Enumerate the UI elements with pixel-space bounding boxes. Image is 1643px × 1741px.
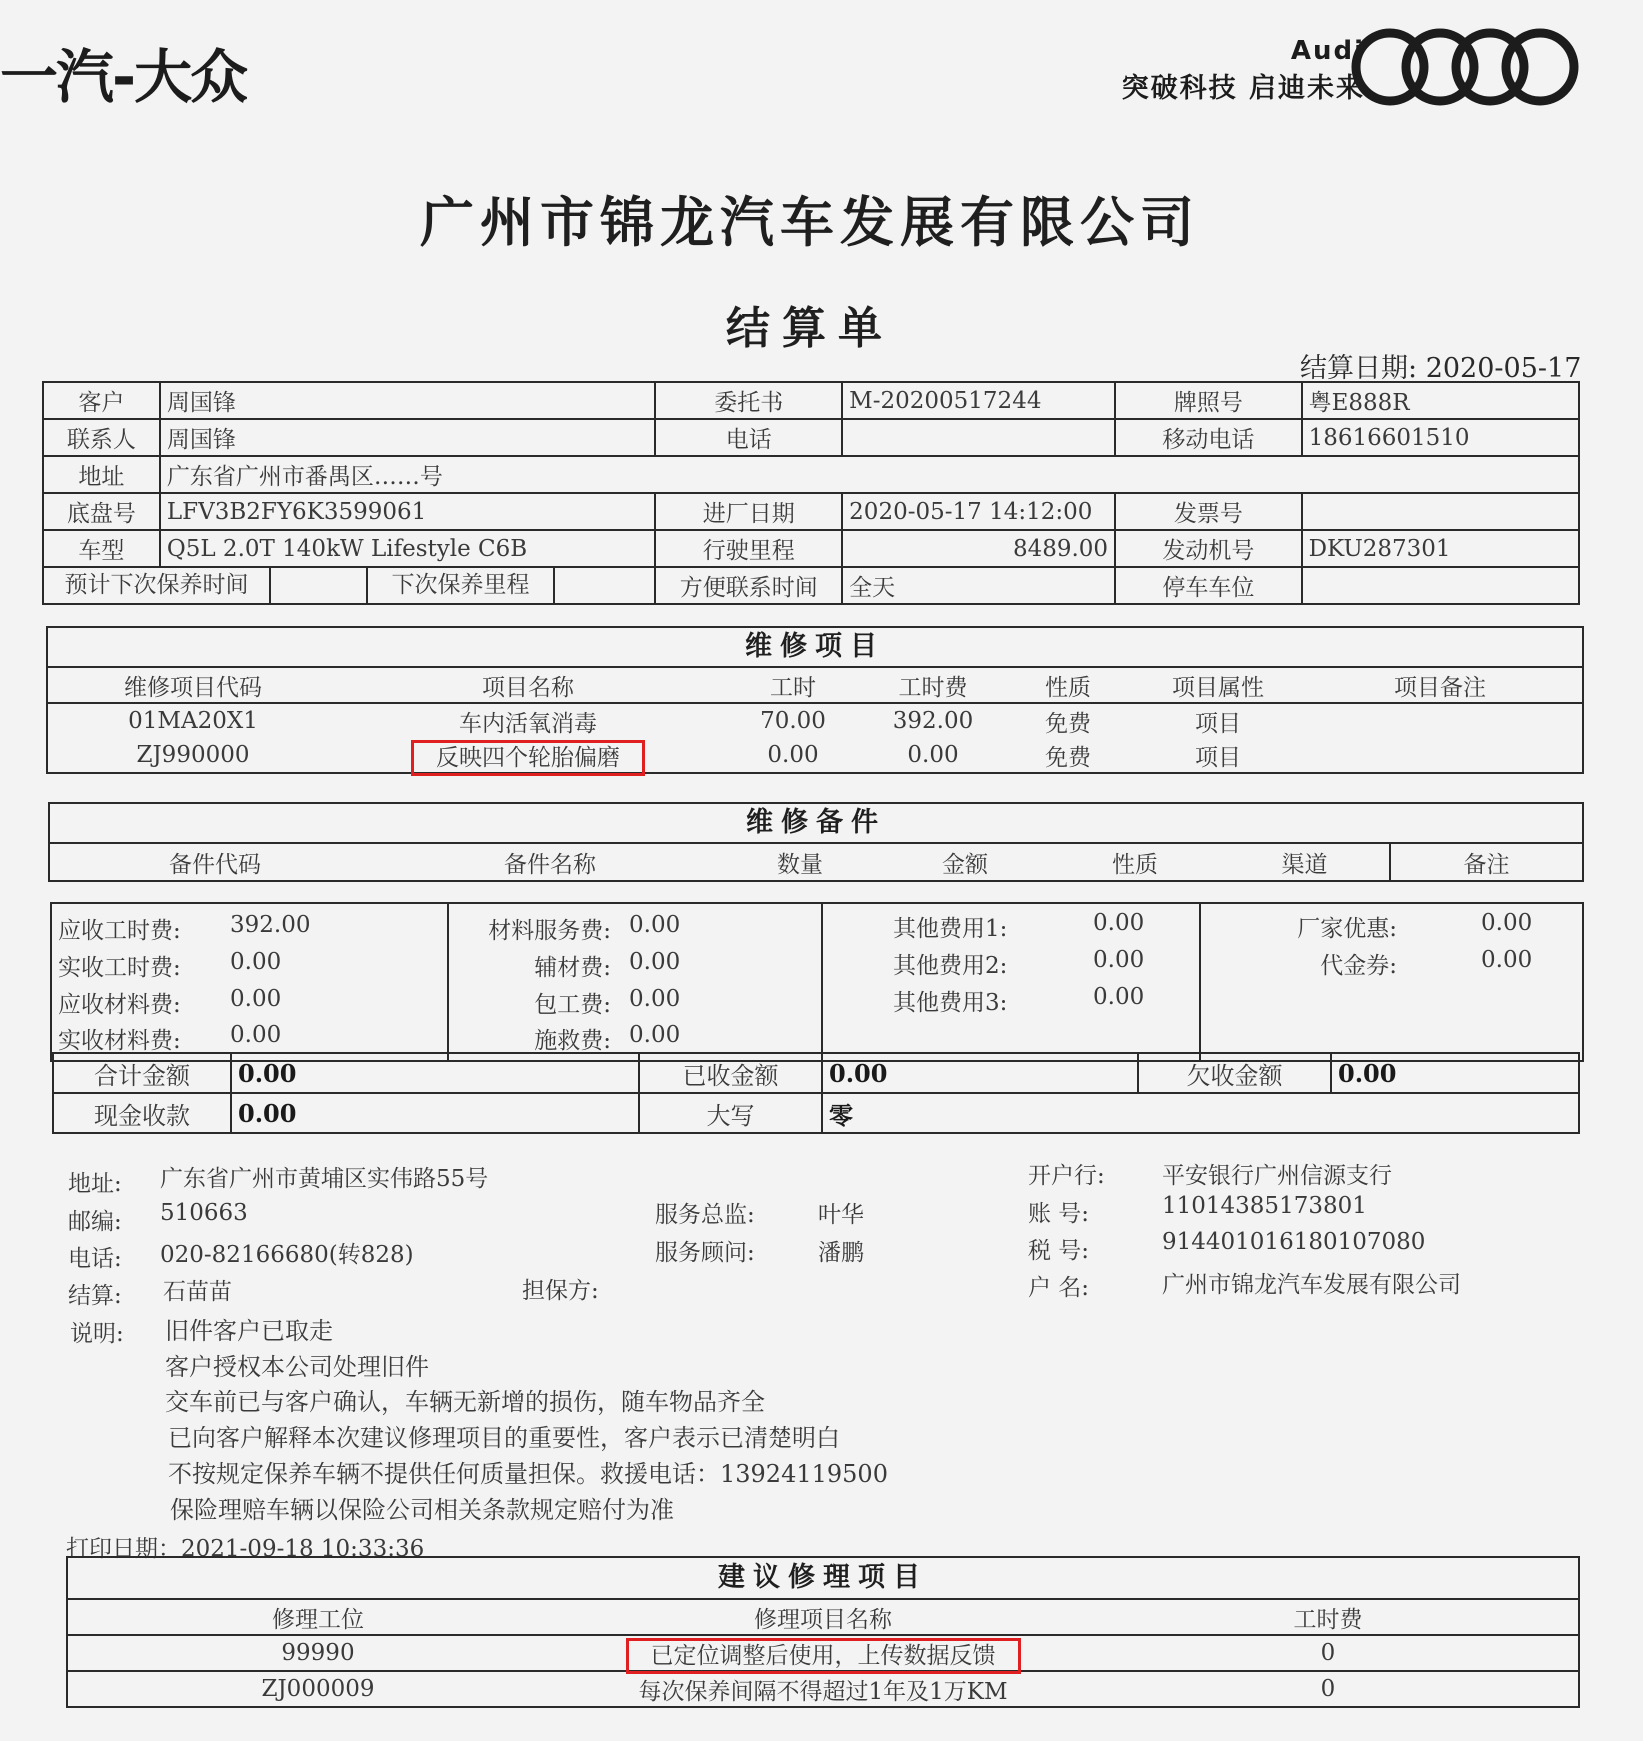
table-row (68, 1671, 1578, 1706)
print-date: 打印日期：2021-09-18 10:33:36 (66, 1536, 425, 1562)
total-label: 合计金额 (53, 1053, 231, 1093)
fee-value: 0.00 (1093, 910, 1145, 936)
mileage-value: 8489.00 (842, 530, 1115, 567)
fee-value: 0.00 (1481, 910, 1533, 936)
repair-name: 车内活氧消毒 (459, 710, 597, 737)
fee-item (58, 986, 282, 1019)
parts-header: 性质 (1050, 843, 1220, 880)
repair-fee: 0.00 (907, 742, 959, 768)
bank-label: 开户行: (1028, 1163, 1105, 1189)
address-value: 广东省广州市番禺区……号 (160, 456, 1579, 493)
settle-date-label: 结算日期: (1300, 353, 1418, 384)
repair-header: 工时 (718, 667, 868, 703)
in-date-label: 进厂日期 (655, 493, 842, 530)
parts-header: 备件代码 (50, 843, 380, 880)
received-label: 已收金额 (639, 1053, 822, 1093)
suggest-header-row (68, 1599, 1578, 1635)
fee-value: 0.00 (1481, 947, 1533, 973)
fee-value: 0.00 (629, 986, 681, 1012)
plate-label: 牌照号 (1115, 382, 1302, 419)
repair-section (46, 626, 1584, 774)
suggest-fee: 0 (1078, 1635, 1578, 1671)
parts-header: 数量 (720, 843, 880, 880)
settle-date (1300, 346, 1581, 385)
cash-value: 0.00 (231, 1093, 639, 1133)
repair-header: 项目备注 (1298, 667, 1582, 703)
repair-nature: 免费 (1045, 710, 1091, 737)
suggest-section (66, 1556, 1580, 1708)
contact-label: 联系人 (43, 419, 160, 456)
mobile-value: 18616601510 (1302, 419, 1579, 456)
table-row (43, 493, 1579, 530)
fee-value: 0.00 (230, 949, 282, 975)
table-row (43, 419, 1579, 456)
invoice-value (1302, 493, 1579, 530)
parts-header: 备注 (1390, 843, 1582, 880)
mileage-label: 行驶里程 (655, 530, 842, 567)
customer-value: 周国锋 (160, 382, 656, 419)
total-value: 0.00 (231, 1053, 639, 1093)
audi-text (1122, 36, 1365, 105)
repair-header: 维修项目代码 (48, 667, 338, 703)
repair-remark (1298, 738, 1582, 772)
parts-header-row (50, 843, 1582, 880)
cash-label: 现金收款 (53, 1093, 231, 1133)
fee-label: 其他费用3: (893, 990, 1008, 1016)
parts-header: 渠道 (1220, 843, 1390, 880)
phone-value (842, 419, 1115, 456)
parts-header: 金额 (880, 843, 1050, 880)
parking-value (1302, 567, 1579, 604)
parking-label: 停车车位 (1115, 567, 1302, 604)
contact-time-value: 全天 (842, 567, 1115, 604)
owed-value: 0.00 (1331, 1053, 1579, 1093)
repair-title: 维修项目 (745, 631, 885, 662)
fvw-logo: 一汽-大众 (0, 43, 247, 111)
table-row (53, 1053, 1579, 1093)
capital-label: 大写 (639, 1093, 822, 1133)
fee-label: 其他费用2: (893, 953, 1008, 979)
fee-item (58, 1022, 282, 1055)
info-address-label: 地址: (68, 1171, 122, 1197)
engine-value: DKU287301 (1302, 530, 1579, 567)
fees-col-2 (449, 904, 823, 1060)
svc-advisor-label: 服务顾问: (655, 1240, 755, 1266)
tax-label: 税 号: (1028, 1238, 1090, 1264)
table-row (48, 738, 1582, 772)
note-line: 交车前已与客户确认，车辆无新增的损伤，随车物品齐全 (165, 1388, 765, 1416)
model-label: 车型 (43, 530, 160, 567)
repair-nature: 免费 (1045, 744, 1091, 771)
next-time-label: 预计下次保养时间 (44, 568, 271, 603)
vin-value: LFV3B2FY6K3599061 (160, 493, 656, 530)
repair-header: 项目属性 (1138, 667, 1298, 703)
svc-advisor: 潘鹏 (818, 1240, 864, 1266)
next-mileage-label: 下次保养里程 (368, 568, 555, 603)
repair-attr: 项目 (1195, 744, 1241, 771)
mobile-label: 移动电话 (1115, 419, 1302, 456)
repair-header: 工时费 (868, 667, 998, 703)
fee-label: 辅材费: (534, 955, 611, 981)
repair-header-row (48, 667, 1582, 703)
plate-value: 粤E888R (1302, 382, 1579, 419)
bank-value: 平安银行广州信源支行 (1162, 1163, 1392, 1189)
suggest-fee: 0 (1078, 1671, 1578, 1706)
fee-value: 0.00 (1093, 947, 1145, 973)
info-guarantor-label: 担保方: (522, 1278, 599, 1304)
notes-label: 说明: (70, 1321, 124, 1347)
note-line: 已向客户解释本次建议修理项目的重要性，客户表示已清楚明白 (168, 1424, 840, 1452)
fee-value: 0.00 (1093, 984, 1145, 1010)
holder-value: 广州市锦龙汽车发展有限公司 (1162, 1272, 1461, 1298)
owed-label: 欠收金额 (1138, 1053, 1331, 1093)
customer-table (42, 381, 1580, 605)
svc-director-label: 服务总监: (655, 1202, 755, 1228)
fee-label: 施救费: (534, 1028, 611, 1054)
company-name: 广州市锦龙汽车发展有限公司 (420, 190, 1200, 254)
note-line: 保险理赔车辆以保险公司相关条款规定赔付为准 (170, 1496, 674, 1524)
repair-fee: 392.00 (892, 708, 974, 734)
account-label: 账 号: (1028, 1201, 1090, 1227)
order-value: M-20200517244 (842, 382, 1115, 419)
suggest-name: 每次保养间隔不得超过1年及1万KM (568, 1671, 1078, 1706)
doc-title: 结算单 (726, 303, 894, 354)
fee-label: 应收工时费: (58, 918, 181, 944)
order-label: 委托书 (655, 382, 842, 419)
repair-table (48, 666, 1582, 772)
suggest-header: 修理工位 (68, 1599, 568, 1635)
repair-header: 性质 (998, 667, 1138, 703)
info-postcode: 510663 (160, 1200, 248, 1226)
engine-label: 发动机号 (1115, 530, 1302, 567)
fee-label: 实收工时费: (58, 955, 181, 981)
vin-label: 底盘号 (43, 493, 160, 530)
table-row (43, 382, 1579, 419)
table-row (68, 1635, 1578, 1671)
suggest-code: 99990 (68, 1635, 568, 1671)
note-line: 不按规定保养车辆不提供任何质量担保。救援电话：13924119500 (168, 1460, 888, 1488)
info-settler-label: 结算: (68, 1283, 122, 1309)
fee-label: 厂家优惠: (1297, 916, 1397, 942)
fee-item (58, 912, 311, 945)
parts-section (48, 802, 1584, 882)
table-row (43, 567, 1579, 604)
settle-date-value: 2020-05-17 (1425, 353, 1582, 384)
parts-title: 维修备件 (746, 807, 886, 838)
fee-label: 代金券: (1320, 953, 1397, 979)
table-row (48, 703, 1582, 738)
info-postcode-label: 邮编: (68, 1209, 122, 1235)
fees-col-1 (52, 904, 449, 1060)
fee-label: 包工费: (534, 992, 611, 1018)
audi-slogan: 突破科技 启迪未来 (1121, 73, 1365, 104)
fee-value: 0.00 (629, 912, 681, 938)
suggest-title: 建议修理项目 (718, 1562, 928, 1593)
repair-code: 01MA20X1 (128, 708, 258, 734)
invoice-label: 发票号 (1115, 493, 1302, 530)
highlighted-repair-name: 反映四个轮胎偏磨 (416, 745, 640, 771)
repair-remark (1298, 703, 1582, 738)
repair-hours: 70.00 (760, 708, 826, 734)
fee-item (58, 949, 282, 982)
audi-rings-icon (1350, 24, 1580, 110)
fees-box (50, 902, 1584, 1062)
suggest-code: ZJ000009 (68, 1671, 568, 1706)
model-value: Q5L 2.0T 140kW Lifestyle C6B (160, 530, 656, 567)
info-settler: 石苗苗 (163, 1279, 232, 1305)
fee-label: 其他费用1: (893, 916, 1008, 942)
table-row (43, 456, 1579, 493)
info-address: 广东省广州市黄埔区实伟路55号 (160, 1166, 489, 1192)
suggest-header: 工时费 (1078, 1599, 1578, 1635)
table-row (43, 530, 1579, 567)
repair-attr: 项目 (1195, 710, 1241, 737)
table-row (53, 1093, 1579, 1133)
repair-hours: 0.00 (767, 742, 819, 768)
suggest-header: 修理项目名称 (568, 1599, 1078, 1635)
contact-time-label: 方便联系时间 (655, 567, 842, 604)
in-date-value: 2020-05-17 14:12:00 (842, 493, 1115, 530)
contact-value: 周国锋 (160, 419, 656, 456)
fee-label: 材料服务费: (488, 918, 611, 944)
phone-label: 电话 (655, 419, 842, 456)
account-value: 11014385173801 (1162, 1193, 1367, 1219)
fee-value: 0.00 (230, 986, 282, 1012)
suggest-table (68, 1598, 1578, 1706)
info-tel-label: 电话: (68, 1246, 122, 1272)
audi-word: Audi (1290, 36, 1365, 66)
fees-col-4 (1201, 904, 1582, 1060)
fee-label: 实收材料费: (58, 1028, 181, 1054)
fee-value: 0.00 (629, 1022, 681, 1048)
parts-table (50, 842, 1582, 880)
holder-label: 户 名: (1028, 1275, 1090, 1301)
tax-value: 914401016180107080 (1162, 1229, 1426, 1255)
highlighted-suggest-name: 已定位调整后使用，上传数据反馈 (631, 1643, 1016, 1669)
note-line: 客户授权本公司处理旧件 (165, 1353, 429, 1381)
fee-value: 0.00 (629, 949, 681, 975)
note-line: 旧件客户已取走 (165, 1317, 333, 1345)
capital-value: 零 (822, 1093, 1579, 1133)
fee-label: 应收材料费: (58, 992, 181, 1018)
fee-value: 0.00 (230, 1022, 282, 1048)
customer-label: 客户 (43, 382, 160, 419)
fee-value: 392.00 (230, 912, 311, 938)
received-value: 0.00 (822, 1053, 1138, 1093)
address-label: 地址 (43, 456, 160, 493)
parts-header: 备件名称 (380, 843, 720, 880)
repair-code: ZJ990000 (136, 742, 250, 768)
fees-col-3 (823, 904, 1201, 1060)
svc-director: 叶华 (818, 1202, 864, 1228)
next-time-value (271, 568, 368, 603)
totals-table (52, 1052, 1580, 1134)
repair-header: 项目名称 (338, 667, 718, 703)
info-tel: 020-82166680(转828) (160, 1242, 414, 1268)
